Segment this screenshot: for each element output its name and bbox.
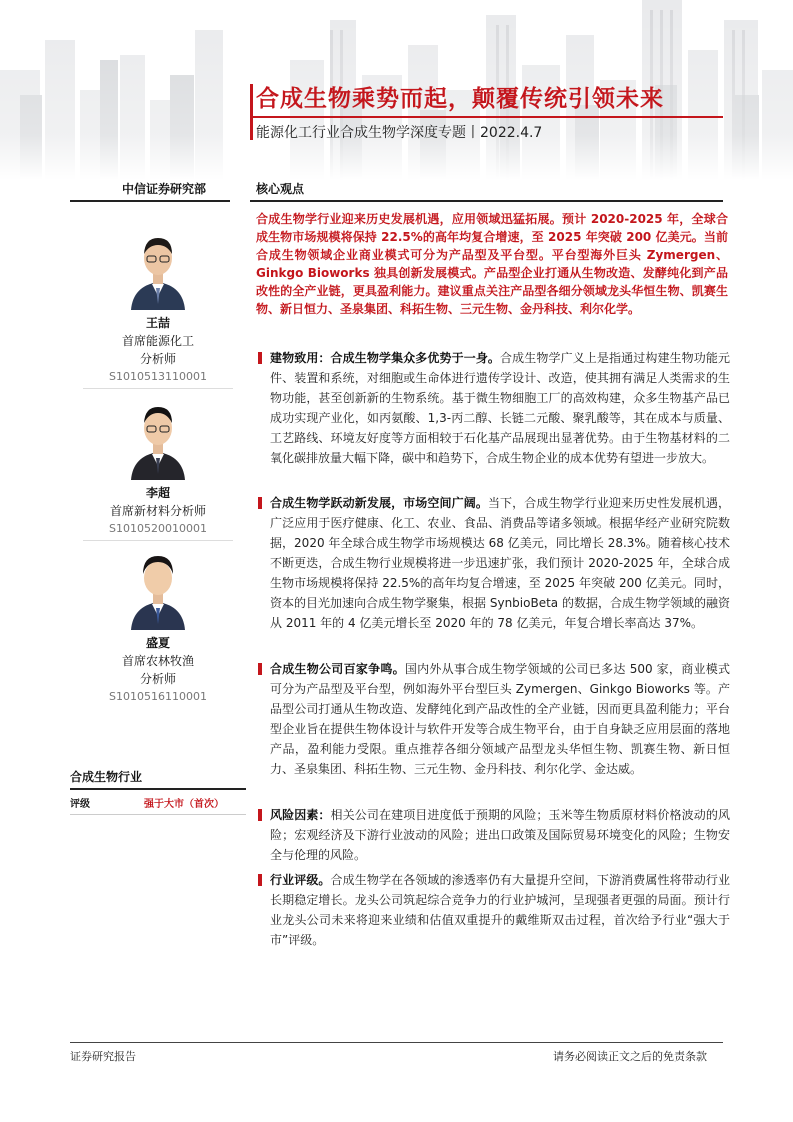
analyst-name: 王喆: [145, 316, 170, 330]
bullet-lead: 合成生物公司百家争鸣。: [270, 662, 405, 676]
bullet-item: [256, 659, 730, 779]
analyst-divider: [83, 540, 233, 541]
sidebar-section-title: 中信证券研究部: [122, 182, 207, 196]
analyst-photo-avatar: [123, 226, 193, 310]
analyst-divider: [83, 388, 233, 389]
analyst-photo-avatar: [123, 396, 193, 480]
analyst-cert-number: S1010513110001: [109, 370, 207, 383]
rating-value: 强于大市（首次）: [144, 799, 224, 810]
bullet-item: [256, 805, 730, 865]
analyst-role: 首席农林牧渔: [121, 654, 194, 668]
bullet-lead: 行业评级。: [270, 873, 331, 887]
bullet-marker: [258, 874, 262, 886]
bullet-lead: 合成生物学跃动新发展，市场空间广阔。: [270, 496, 488, 510]
analyst-name: 盛夏: [145, 636, 170, 650]
rating-row: [70, 795, 246, 815]
analyst-card: [70, 546, 246, 706]
bullet-item: [256, 870, 730, 950]
bullet-text: 相关公司在建项目进度低于预期的风险；玉米等生物质原材料价格波动的风险；宏观经济及下游行业波动的风险；进出口政策及国际贸易环境变化的风险；生物安全与伦理的风险。: [270, 808, 730, 862]
title-rule: [250, 116, 723, 118]
analyst-role: 首席能源化工: [121, 334, 194, 348]
report-title: 合成生物乘势而起，颠覆传统引领未来: [256, 86, 664, 112]
analyst-role: 分析师: [139, 672, 176, 686]
report-subtitle: 能源化工行业合成生物学深度专题丨2022.4.7: [256, 125, 543, 141]
analyst-role: 分析师: [139, 352, 176, 366]
bullet-lead: 建物致用：合成生物学集众多优势于一身。: [270, 351, 501, 365]
sidebar-rule: [70, 200, 230, 202]
footer-report-type: 证券研究报告: [70, 1050, 136, 1063]
bullet-marker: [258, 497, 262, 509]
analyst-name: 李超: [145, 486, 170, 500]
rating-box: [70, 768, 246, 815]
bullet-text: 合成生物学广义上是指通过构建生物功能元件、装置和系统，对细胞或生命体进行遗传学设计、改造，使其拥有满足人类需求的生物功能，甚至创新新的生物系统。基于微生物细胞工厂的高效构建，众多生物基产品已成功实现产业化，如丙氨酸、1,3-丙二醇、长链二元酸、聚乳酸等，其在成本与质量、工艺路线、环境友好度等方面相较于石化基产品展现出显著优势。由于生物基材料的二氧化碳排放量大幅下降，碳中和趋势下，合成生物企业的成本优势有望进一步放大。: [270, 351, 730, 465]
title-accent-bar: [250, 84, 253, 140]
bullet-text: 合成生物学在各领域的渗透率仍有大量提升空间，下游消费属性将带动行业长期稳定增长。龙头公司筑起综合竞争力的行业护城河，呈现强者更强的局面。预计行业龙头公司未来将迎来业绩和估值双重提升的戴维斯双击过程，首次给予行业“强大于市”评级。: [270, 873, 730, 947]
footer-rule: [70, 1042, 723, 1043]
rating-label: 评级: [70, 799, 90, 810]
bullet-marker: [258, 663, 262, 675]
analyst-card: [70, 226, 246, 389]
analyst-card: [70, 396, 246, 541]
bullet-marker: [258, 352, 262, 364]
analyst-cert-number: S1010516110001: [109, 690, 207, 703]
footer-disclaimer-notice: 请务必阅读正文之后的免责条款: [553, 1050, 707, 1063]
rating-industry: 合成生物行业: [70, 768, 246, 790]
bullet-item: [256, 493, 730, 633]
main-rule: [250, 200, 723, 202]
analyst-photo-avatar: [123, 546, 193, 630]
analyst-cert-number: S1010520010001: [109, 522, 207, 535]
bullet-item: [256, 348, 730, 468]
analyst-role: 首席新材料分析师: [109, 504, 206, 518]
main-section-title: 核心观点: [256, 182, 305, 196]
bullet-text: 当下，合成生物学行业迎来历史性发展机遇，广泛应用于医疗健康、化工、农业、食品、消费品等诸多领域。根据华经产业研究院数据，2020 年全球合成生物学市场规模达 68 亿美元，同比增长 28.3%。随着核心技术不断更迭，合成生物行业规模将进一步迅速扩张，我们预计 2020-2025 年，全球合成生物市场规模将保持 22.5%的高年均复合增速，至 2025 年突破 200 亿美元。同时，资本的目光加速向合成生物学聚集，根据 SynbioBeta 的数据，合成生物学领域的融资从 2011 年的 4 亿美元增长至 2020 年的 78 亿美元，年复合增长率高达 37%。: [270, 496, 730, 630]
summary-paragraph: 合成生物学行业迎来历史发展机遇，应用领域迅猛拓展。预计 2020-2025 年，全球合成生物市场规模将保持 22.5%的高年均复合增速，至 2025 年突破 200 亿美元。当前合成生物领域企业商业模式可分为产品型及平台型。平台型海外巨头 Zymergen、Ginkgo Bioworks 独具创新发展模式。产品型企业打通从生物改造、发酵纯化到产品改性的全产业链，更具盈利能力。建议重点关注产品型各细分领域龙头华恒生物、凯赛生物、新日恒力、圣泉集团、科拓生物、三元生物、金丹科技、利尔化学。: [256, 212, 728, 316]
bullet-marker: [258, 809, 262, 821]
bullet-lead: 风险因素：: [270, 808, 331, 822]
bullet-text: 国内外从事合成生物学领域的公司已多达 500 家，商业模式可分为产品型及平台型，例如海外平台型巨头 Zymergen、Ginkgo Bioworks 等。产品型公司打通从生物改造、发酵纯化到产品改性的全产业链，因而更具盈利能力；平台型企业旨在提供生物体设计与软件开发等合成生物平台，由于自身缺乏应用层面的落地产品，盈利能力受限。重点推荐各细分领域产品型龙头华恒生物、凯赛生物、新日恒力、圣泉集团、科拓生物、三元生物、金丹科技、利尔化学、金达威。: [270, 662, 730, 776]
